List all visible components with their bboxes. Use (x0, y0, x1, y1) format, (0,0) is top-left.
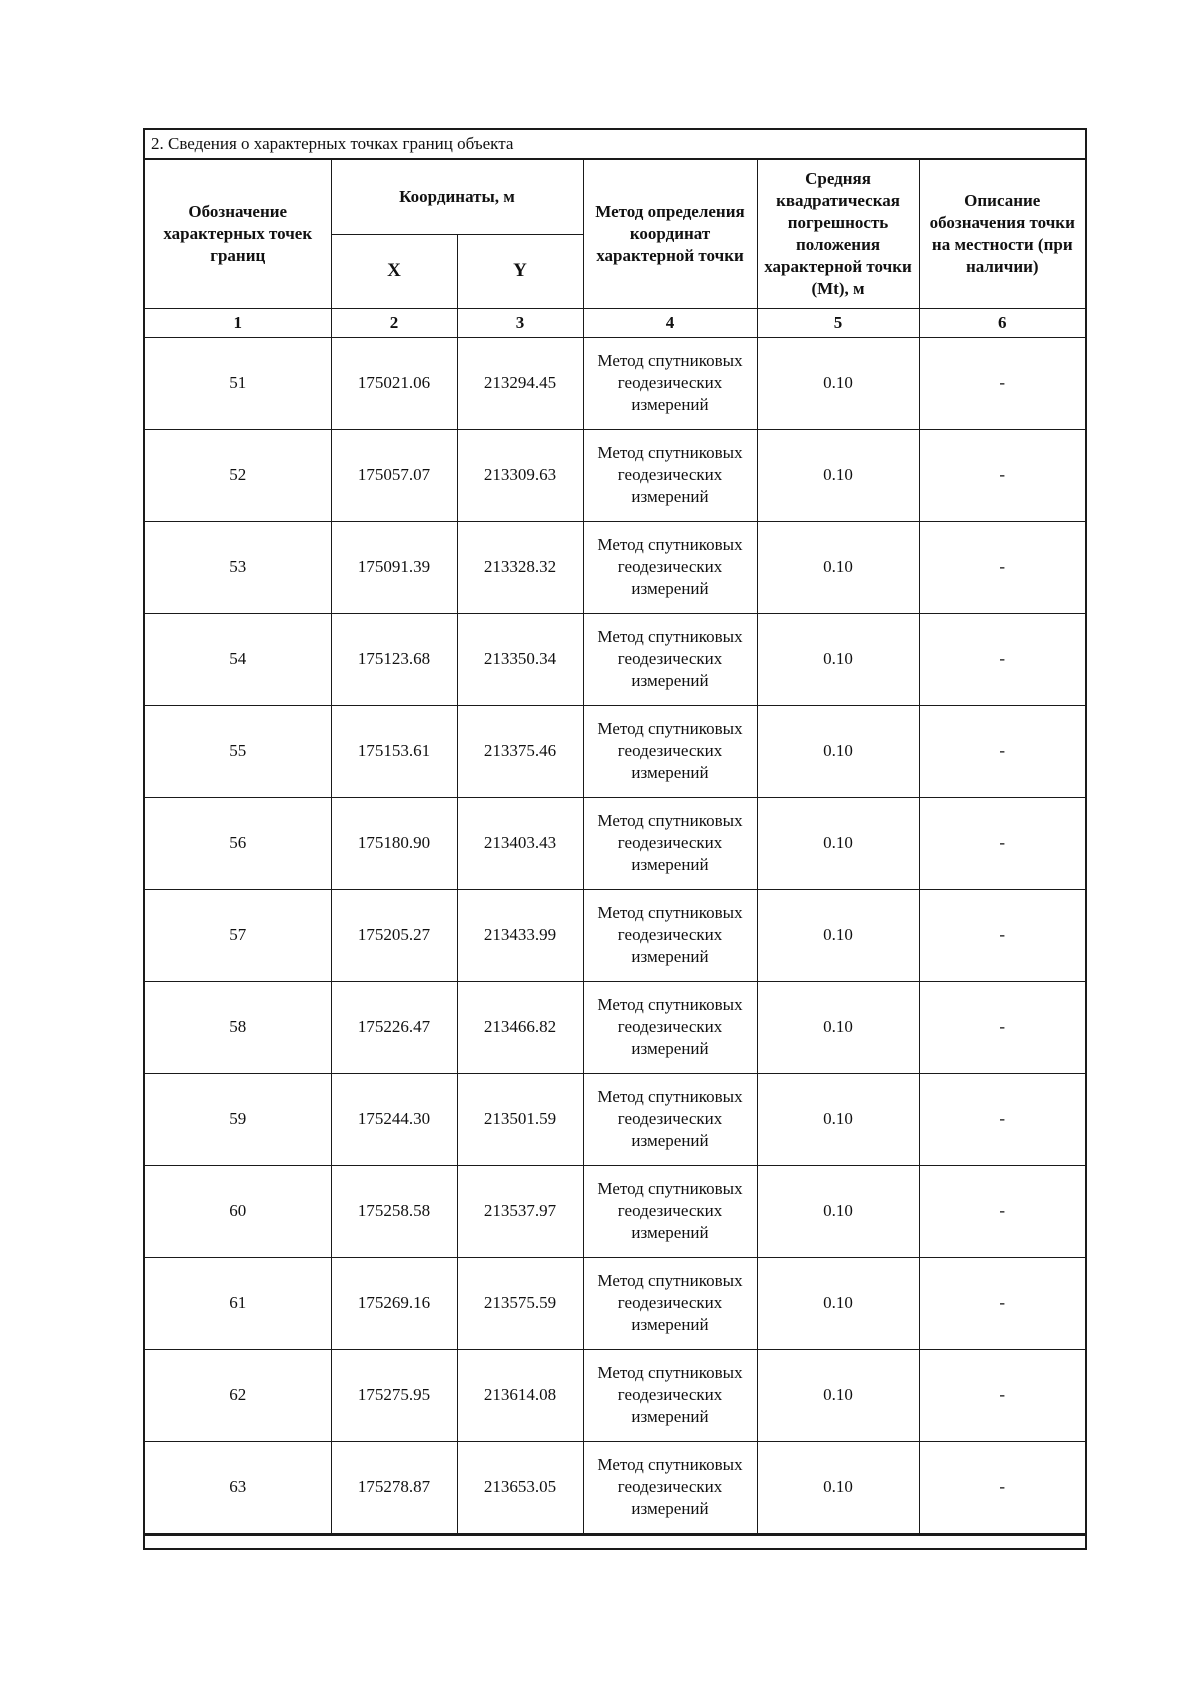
method-cell: Метод спутниковых геодезических измерений (583, 705, 757, 797)
y-coordinate-cell: 213294.45 (457, 337, 583, 429)
error-cell: 0.10 (757, 429, 919, 521)
description-cell: - (919, 1257, 1085, 1349)
error-cell: 0.10 (757, 1349, 919, 1441)
method-cell: Метод спутниковых геодезических измерений (583, 797, 757, 889)
description-cell: - (919, 1073, 1085, 1165)
point-designation-cell: 60 (145, 1165, 331, 1257)
method-cell: Метод спутниковых геодезических измерений (583, 889, 757, 981)
method-cell: Метод спутниковых геодезических измерений (583, 521, 757, 613)
point-designation-cell: 56 (145, 797, 331, 889)
method-cell: Метод спутниковых геодезических измерений (583, 1257, 757, 1349)
point-designation-cell: 57 (145, 889, 331, 981)
error-cell: 0.10 (757, 1165, 919, 1257)
boundary-points-document (143, 128, 1087, 1550)
y-coordinate-cell: 213375.46 (457, 705, 583, 797)
description-cell: - (919, 1165, 1085, 1257)
table-row (145, 521, 1085, 613)
x-coordinate-cell: 175091.39 (331, 521, 457, 613)
x-coordinate-cell: 175258.58 (331, 1165, 457, 1257)
y-coordinate-cell: 213350.34 (457, 613, 583, 705)
table-row (145, 705, 1085, 797)
point-designation-cell: 55 (145, 705, 331, 797)
error-cell: 0.10 (757, 889, 919, 981)
method-cell: Метод спутниковых геодезических измерений (583, 981, 757, 1073)
x-coordinate-cell: 175244.30 (331, 1073, 457, 1165)
table-footer-strip (145, 1534, 1085, 1548)
y-coordinate-cell: 213575.59 (457, 1257, 583, 1349)
x-coordinate-cell: 175226.47 (331, 981, 457, 1073)
point-designation-cell: 59 (145, 1073, 331, 1165)
point-designation-cell: 61 (145, 1257, 331, 1349)
description-cell: - (919, 429, 1085, 521)
table-row (145, 797, 1085, 889)
table-row (145, 1441, 1085, 1533)
description-cell: - (919, 797, 1085, 889)
header-error: Средняя квадратическая погрешность положения характерной точки (Mt), м (757, 160, 919, 308)
column-number: 3 (457, 308, 583, 337)
error-cell: 0.10 (757, 1441, 919, 1533)
method-cell: Метод спутниковых геодезических измерений (583, 1441, 757, 1533)
method-cell: Метод спутниковых геодезических измерений (583, 1349, 757, 1441)
description-cell: - (919, 981, 1085, 1073)
y-coordinate-cell: 213309.63 (457, 429, 583, 521)
description-cell: - (919, 613, 1085, 705)
x-coordinate-cell: 175278.87 (331, 1441, 457, 1533)
error-cell: 0.10 (757, 1257, 919, 1349)
table-row (145, 429, 1085, 521)
point-designation-cell: 52 (145, 429, 331, 521)
method-cell: Метод спутниковых геодезических измерений (583, 1165, 757, 1257)
method-cell: Метод спутниковых геодезических измерений (583, 337, 757, 429)
table-row (145, 889, 1085, 981)
method-cell: Метод спутниковых геодезических измерений (583, 429, 757, 521)
method-cell: Метод спутниковых геодезических измерений (583, 613, 757, 705)
table-row (145, 337, 1085, 429)
x-coordinate-cell: 175057.07 (331, 429, 457, 521)
header-designation: Обозначение характерных точек границ (145, 160, 331, 308)
y-coordinate-cell: 213614.08 (457, 1349, 583, 1441)
error-cell: 0.10 (757, 613, 919, 705)
point-designation-cell: 62 (145, 1349, 331, 1441)
y-coordinate-cell: 213466.82 (457, 981, 583, 1073)
description-cell: - (919, 1349, 1085, 1441)
table-row (145, 981, 1085, 1073)
description-cell: - (919, 521, 1085, 613)
y-coordinate-cell: 213328.32 (457, 521, 583, 613)
error-cell: 0.10 (757, 521, 919, 613)
error-cell: 0.10 (757, 1073, 919, 1165)
boundary-points-table (145, 160, 1085, 1534)
error-cell: 0.10 (757, 705, 919, 797)
error-cell: 0.10 (757, 797, 919, 889)
point-designation-cell: 58 (145, 981, 331, 1073)
point-designation-cell: 63 (145, 1441, 331, 1533)
header-coordinates: Координаты, м (331, 160, 583, 234)
x-coordinate-cell: 175123.68 (331, 613, 457, 705)
header-method: Метод определения координат характерной точки (583, 160, 757, 308)
table-row (145, 1349, 1085, 1441)
error-cell: 0.10 (757, 337, 919, 429)
table-row (145, 1165, 1085, 1257)
description-cell: - (919, 1441, 1085, 1533)
point-designation-cell: 51 (145, 337, 331, 429)
x-coordinate-cell: 175153.61 (331, 705, 457, 797)
y-coordinate-cell: 213501.59 (457, 1073, 583, 1165)
description-cell: - (919, 337, 1085, 429)
y-coordinate-cell: 213653.05 (457, 1441, 583, 1533)
point-designation-cell: 54 (145, 613, 331, 705)
table-row (145, 1073, 1085, 1165)
column-number: 2 (331, 308, 457, 337)
method-cell: Метод спутниковых геодезических измерений (583, 1073, 757, 1165)
column-number: 4 (583, 308, 757, 337)
y-coordinate-cell: 213403.43 (457, 797, 583, 889)
column-number: 6 (919, 308, 1085, 337)
table-body (145, 337, 1085, 1533)
table-row (145, 613, 1085, 705)
x-coordinate-cell: 175205.27 (331, 889, 457, 981)
header-x: X (331, 234, 457, 308)
description-cell: - (919, 889, 1085, 981)
x-coordinate-cell: 175021.06 (331, 337, 457, 429)
point-designation-cell: 53 (145, 521, 331, 613)
y-coordinate-cell: 213433.99 (457, 889, 583, 981)
x-coordinate-cell: 175275.95 (331, 1349, 457, 1441)
description-cell: - (919, 705, 1085, 797)
section-title: 2. Сведения о характерных точках границ объекта (145, 130, 1085, 160)
x-coordinate-cell: 175269.16 (331, 1257, 457, 1349)
y-coordinate-cell: 213537.97 (457, 1165, 583, 1257)
table-row (145, 1257, 1085, 1349)
x-coordinate-cell: 175180.90 (331, 797, 457, 889)
column-number: 1 (145, 308, 331, 337)
column-number: 5 (757, 308, 919, 337)
header-description: Описание обозначения точки на местности (при наличии) (919, 160, 1085, 308)
error-cell: 0.10 (757, 981, 919, 1073)
header-y: Y (457, 234, 583, 308)
